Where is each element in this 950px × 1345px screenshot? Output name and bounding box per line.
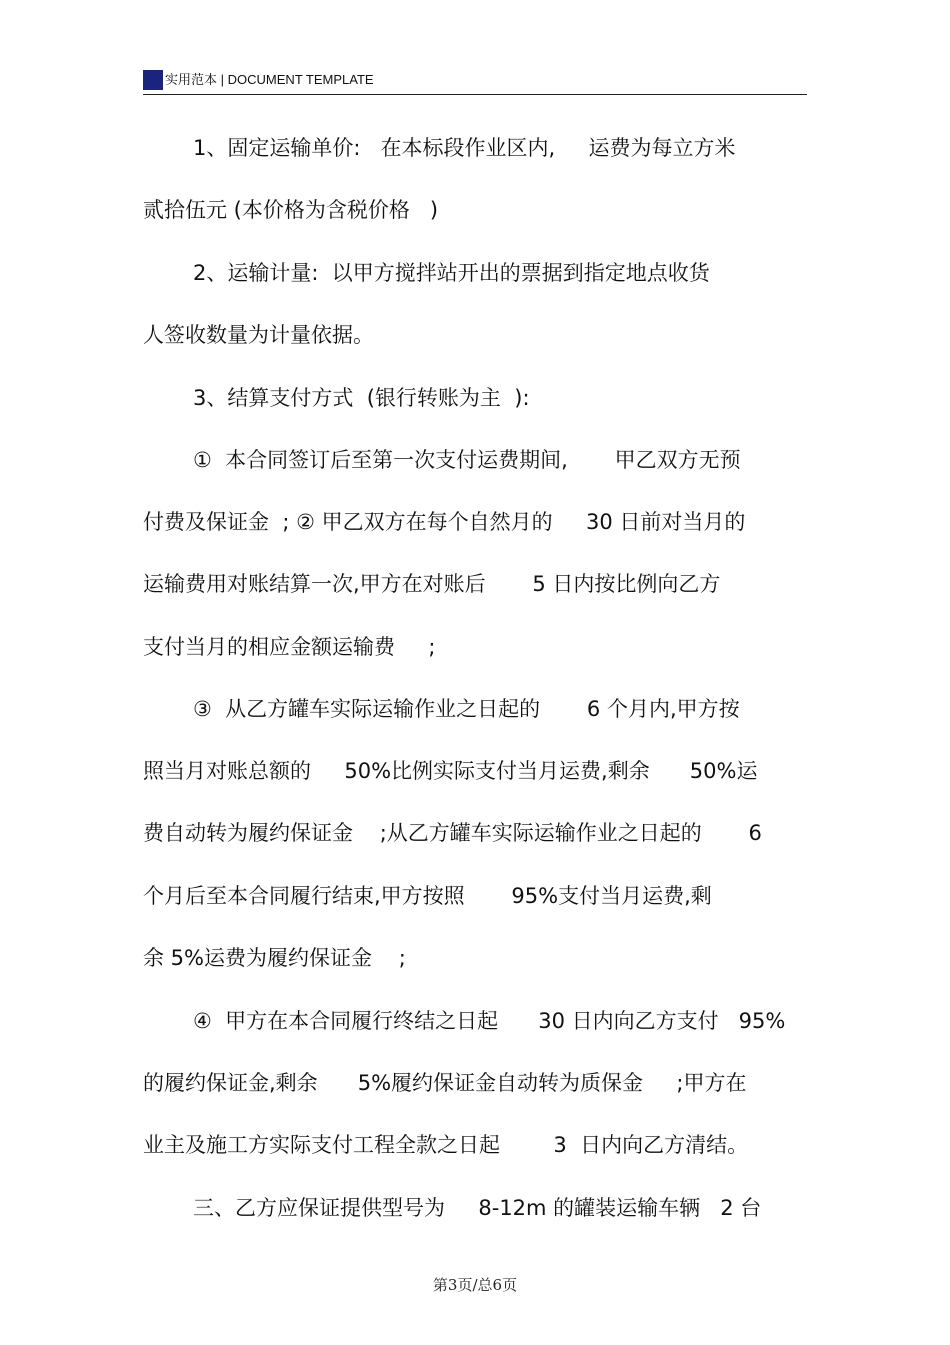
paragraph-line: 付费及保证金 ; ② 甲乙双方在每个自然月的 30 日前对当月的 (143, 510, 746, 534)
header-separator: | (220, 72, 225, 87)
paragraph-line: 人签收数量为计量依据。 (143, 323, 374, 347)
paragraph-line: ① 本合同签订后至第一次支付运费期间, 甲乙双方无预 (193, 448, 741, 472)
paragraph-line: 1、固定运输单价: 在本标段作业区内, 运费为每立方米 (193, 136, 736, 160)
paragraph-line: ④ 甲方在本合同履行终结之日起 30 日内向乙方支付 95% (193, 1009, 786, 1033)
logo-square (143, 70, 163, 90)
paragraph-line: 3、结算支付方式 (银行转账为主 ): (193, 386, 530, 410)
header-subtitle: DOCUMENT TEMPLATE (227, 72, 374, 87)
paragraph-line: 费自动转为履约保证金 ;从乙方罐车实际运输作业之日起的 6 (143, 821, 762, 845)
paragraph-line: 三、乙方应保证提供型号为 8-12m 的罐装运输车辆 2 台 (193, 1196, 762, 1220)
paragraph-line: 个月后至本合同履行结束,甲方按照 95%支付当月运费,剩 (143, 884, 712, 908)
paragraph-line: 运输费用对账结算一次,甲方在对账后 5 日内按比例向乙方 (143, 572, 721, 596)
paragraph-line: ③ 从乙方罐车实际运输作业之日起的 6 个月内,甲方按 (193, 697, 740, 721)
paragraph-line: 业主及施工方实际支付工程全款之日起 3 日内向乙方清结。 (143, 1133, 749, 1157)
header-text (165, 72, 374, 88)
paragraph-line: 支付当月的相应金额运输费 ; (143, 635, 436, 659)
paragraph-line: 贰拾伍元 (本价格为含税价格 ) (143, 198, 439, 222)
paragraph-line: 2、运输计量: 以甲方搅拌站开出的票据到指定地点收货 (193, 261, 710, 285)
paragraph-line: 的履约保证金,剩余 5%履约保证金自动转为质保金 ;甲方在 (143, 1071, 747, 1095)
header-label: 实用范本 (165, 72, 218, 87)
paragraph-line: 余 5%运费为履约保证金 ; (143, 946, 406, 970)
page-header (143, 70, 807, 95)
paragraph-line: 照当月对账总额的 50%比例实际支付当月运费,剩余 50%运 (143, 759, 758, 783)
page-footer: 第3页/总6页 (432, 1276, 518, 1294)
